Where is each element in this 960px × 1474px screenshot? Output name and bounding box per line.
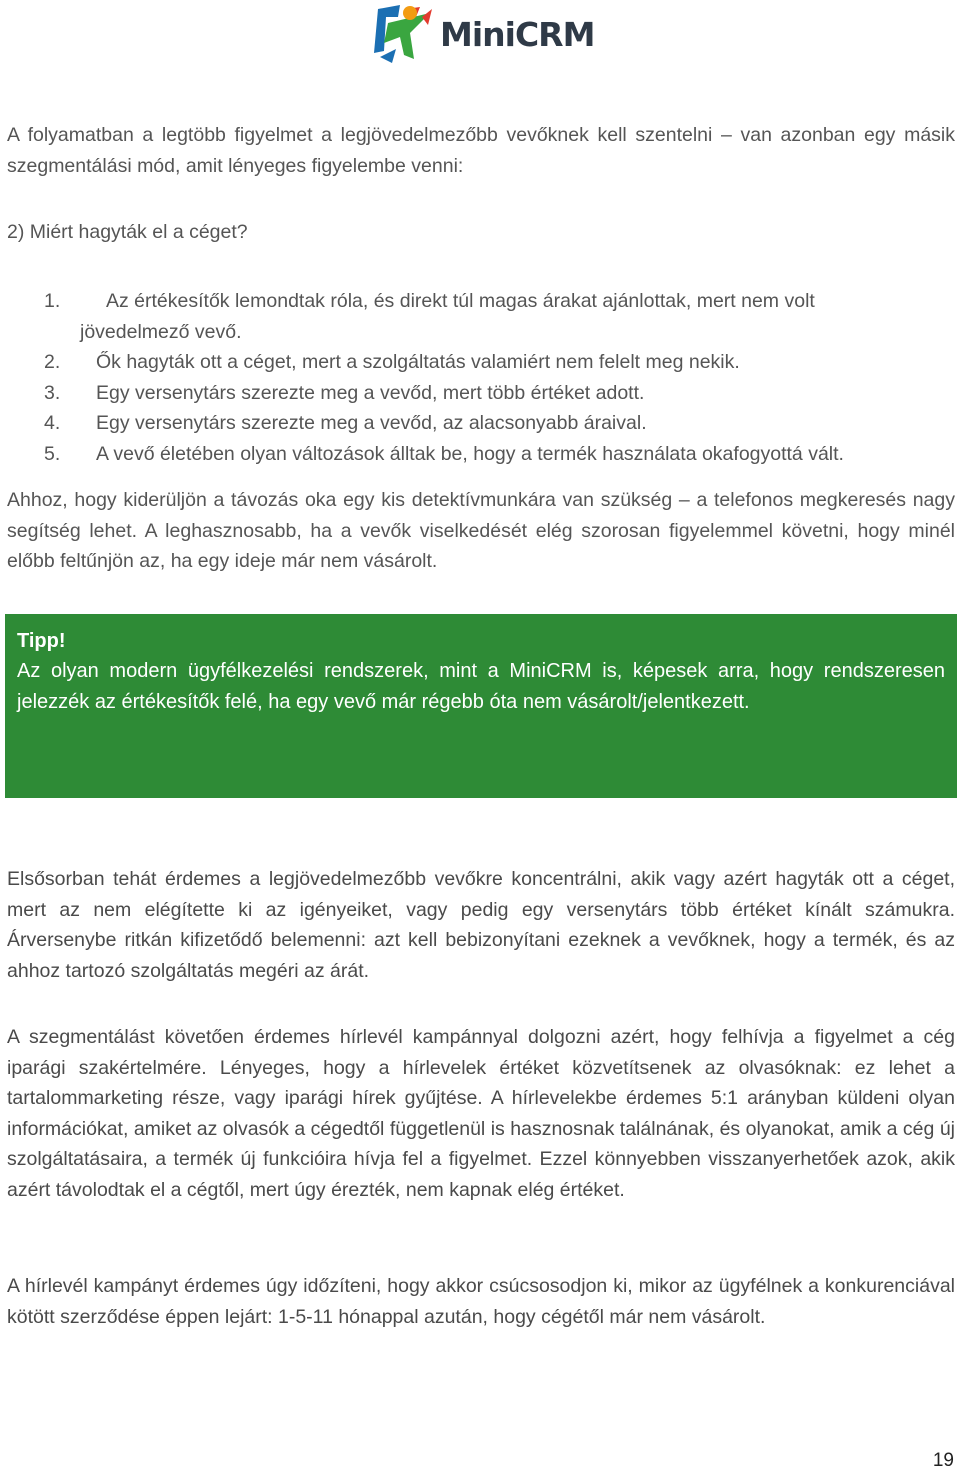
list-text: Egy versenytárs szerezte meg a vevőd, mert több értéket adott. bbox=[96, 381, 645, 404]
tip-box bbox=[5, 614, 957, 798]
list-item bbox=[0, 439, 960, 470]
minicrm-logo bbox=[370, 2, 594, 66]
list-number: 2. bbox=[44, 351, 61, 373]
list-text: Az értékesítők lemondtak róla, és direkt túl magas árakat ajánlottak, mert nem volt bbox=[106, 290, 815, 312]
list-item bbox=[0, 347, 960, 378]
list-text: Egy versenytárs szerezte meg a vevőd, az alacsonyabb áraival. bbox=[96, 412, 647, 434]
logo-text: MiniCRM bbox=[440, 14, 595, 54]
detective-paragraph: Ahhoz, hogy kiderüljön a távozás oka egy kis detektívmunkára van szükség – a telefonos megkeresés nagy segítség lehet. A leghasznosabb, ha a vevők viselkedését elég szorosan figyelemmel követni, hogy minél előbb feltűnjön az, ha egy ideje már nem vásárolt. bbox=[7, 489, 955, 572]
list-item bbox=[0, 378, 960, 409]
list-item bbox=[0, 408, 960, 439]
tip-body: Az olyan modern ügyfélkezelési rendszerek, mint a MiniCRM is, képesek arra, hogy rendszeresen jelezzék az értékesítők felé, ha egy vevő már régebb óta nem vásárolt/jelentkezett. bbox=[17, 660, 945, 713]
newsletter-paragraph: A szegmentálást követően érdemes hírlevél kampánnyal dolgozni azért, hogy felhívja a figyelmet a cég iparági szakértelmére. Lényeges, hogy a hírlevelek értéket közvetítsenek az olvasóknak: ez lehet a tartalommarketing része, vagy iparági hírek gyűjtése. A hírlevelekbe érdemes 5:1 arányban küldeni olyan információkat, amiket az olvasók a cégedtől függetlenül is hasznosnak találnának, és olyanokat, amik a cég új szolgáltatásaira, a termék új funkcióira hívja fel a figyelmet. Ezzel könnyebben visszanyerhetőek azok, akik azért távolodtak el a cégtől, mert úgy érezték, nem kapnak elég értéket. bbox=[7, 1026, 955, 1201]
list-number: 4. bbox=[44, 412, 61, 434]
question-heading: 2) Miért hagyták el a céget? bbox=[7, 221, 248, 243]
list-item bbox=[0, 286, 960, 317]
list-text: A vevő életében olyan változások álltak be, hogy a termék használata okafogyottá vált. bbox=[96, 442, 844, 465]
list-item-continuation bbox=[0, 317, 960, 348]
list-number: 5. bbox=[44, 442, 61, 465]
list-text: Ők hagyták ott a céget, mert a szolgáltatás valamiért nem felelt meg nekik. bbox=[96, 351, 740, 373]
page-number: 19 bbox=[932, 1450, 954, 1471]
tip-title: Tipp! bbox=[17, 630, 66, 652]
reasons-list bbox=[0, 286, 960, 469]
minicrm-logo-icon bbox=[370, 3, 436, 65]
list-number: 3. bbox=[44, 381, 61, 404]
intro-paragraph: A folyamatban a legtöbb figyelmet a legjövedelmezőbb vevőknek kell szentelni – van azonban egy másik szegmentálási mód, amit lényeges figyelembe venni: bbox=[7, 124, 955, 177]
list-text: jövedelmező vevő. bbox=[80, 320, 242, 343]
primarily-paragraph: Elsősorban tehát érdemes a legjövedelmezőbb vevőkre koncentrálni, akik vagy azért hagyták ott a céget, mert az nem elégítette ki az igényeiket, vagy pedig egy versenytárs több értéket kínált számukra. Árversenybe ritkán kifizetődő belemenni: azt kell bebizonyítani ezeknek a vevőknek, hogy a termék, és az ahhoz tartozó szolgáltatás megéri az árát. bbox=[7, 868, 955, 982]
timing-paragraph: A hírlevél kampányt érdemes úgy időzíteni, hogy akkor csúcsosodjon ki, mikor az ügyfélnek a konkurenciával kötött szerződése éppen lejárt: 1-5-11 hónappal azután, hogy cégétől már nem vásárolt. bbox=[7, 1275, 955, 1328]
list-number: 1. bbox=[44, 290, 61, 312]
